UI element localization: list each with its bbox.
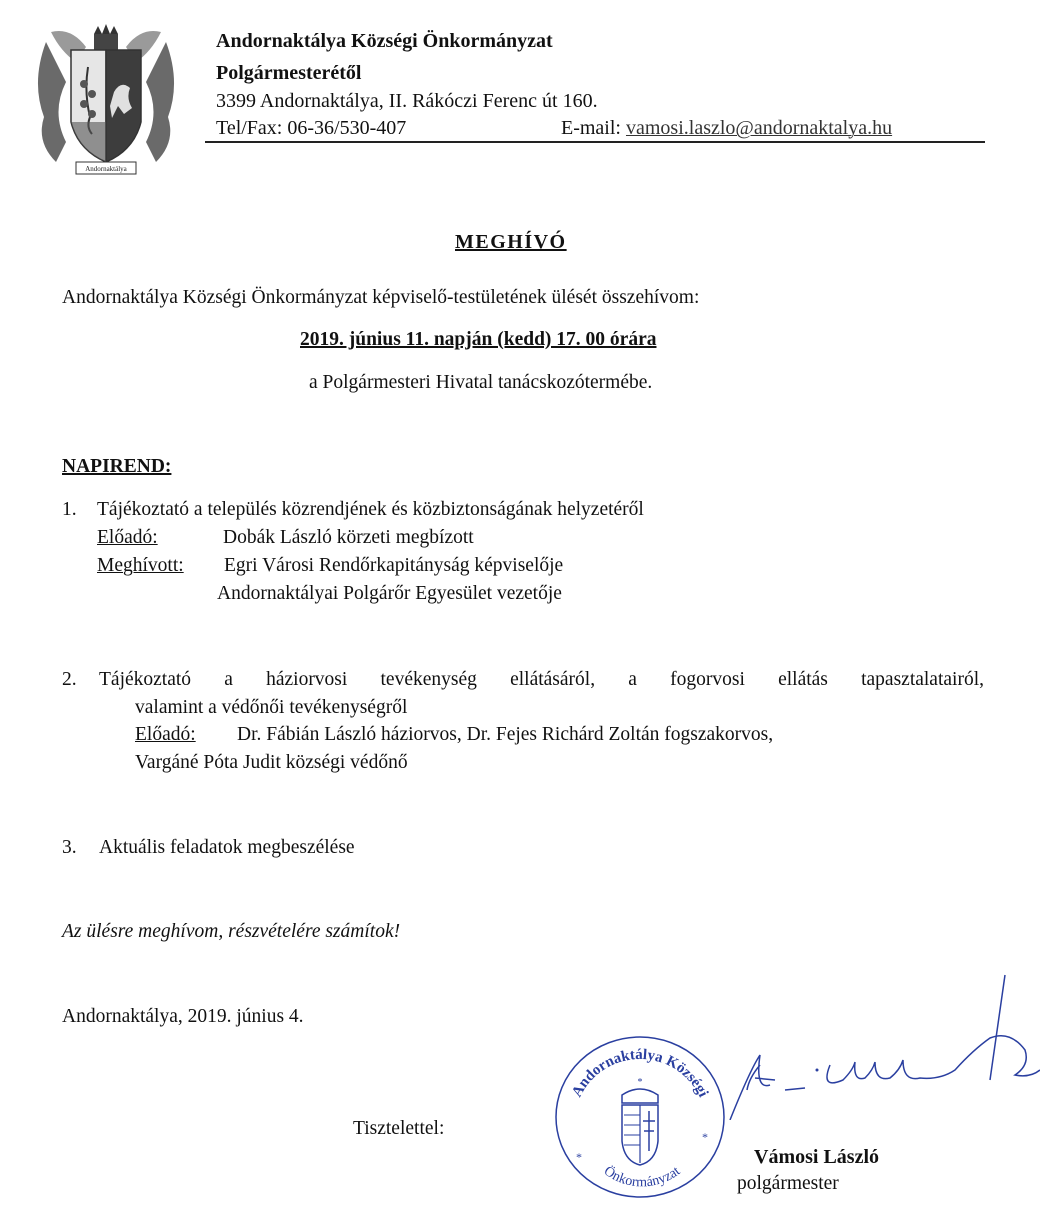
crest-label: Andornaktálya	[85, 165, 127, 173]
place-and-date: Andornaktálya, 2019. június 4.	[62, 1006, 304, 1027]
agenda-item-1-invited-label: Meghívott:	[97, 555, 184, 576]
official-stamp	[552, 1033, 728, 1201]
agenda-item-1-title: Tájékoztató a település közrendjének és közbiztonságának helyzetéről	[97, 499, 644, 520]
email-link[interactable]: vamosi.laszlo@andornaktalya.hu	[625, 117, 893, 139]
svg-text:*: *	[702, 1130, 708, 1144]
svg-text:Önkormányzat	[601, 1162, 683, 1190]
agenda-item-2-presenter-line2: Vargáné Póta Judit községi védőnő	[135, 752, 408, 773]
agenda-item-1-presenter-label: Előadó:	[97, 527, 158, 548]
svg-text:*: *	[637, 1077, 643, 1088]
svg-text:*: *	[576, 1150, 582, 1164]
org-subtitle: Polgármesterétől	[216, 62, 362, 84]
agenda-item-1-invited-2: Andornaktályai Polgárőr Egyesület vezetője	[217, 583, 562, 604]
svg-text:Andornaktálya Községi	[569, 1047, 711, 1100]
agenda-item-1-presenter: Dobák László körzeti megbízott	[223, 527, 474, 548]
closing-note: Az ülésre meghívom, részvételére számítok!	[62, 921, 401, 942]
signer-name: Vámosi László	[754, 1146, 879, 1168]
agenda-item-1-invited-1: Egri Városi Rendőrkapitányság képviselője	[224, 555, 564, 576]
stamp-top-text: Andornaktálya Községi	[569, 1046, 712, 1100]
intro-text: Andornaktálya Községi Önkormányzat képviselő-testületének ülését összehívom:	[62, 287, 700, 308]
agenda-item-2-title-line2: valamint a védőnői tevékenységről	[135, 697, 408, 718]
agenda-item-2-presenter-label: Előadó:	[135, 724, 196, 745]
email-label: E-mail:	[561, 117, 621, 139]
meeting-datetime: 2019. június 11. napján (kedd) 17. 00 órára	[300, 329, 657, 350]
hungarian-coat-of-arms-icon	[622, 1077, 658, 1165]
email-line	[561, 117, 892, 140]
agenda-item-3-title: Aktuális feladatok megbeszélése	[99, 837, 355, 858]
stamp-bottom-text: Önkormányzat	[600, 1163, 684, 1191]
telfax: Tel/Fax: 06-36/530-407	[216, 117, 407, 139]
header-divider	[205, 141, 985, 143]
document-title: MEGHÍVÓ	[455, 231, 567, 253]
org-name: Andornaktálya Községi Önkormányzat	[216, 30, 553, 52]
regards: Tisztelettel:	[353, 1118, 445, 1139]
agenda-heading: NAPIREND:	[62, 456, 172, 477]
agenda-item-3-number: 3.	[62, 837, 77, 858]
meeting-place: a Polgármesteri Hivatal tanácskozótermébe.	[309, 372, 653, 393]
handwritten-signature	[725, 970, 1040, 1120]
agenda-item-2-number: 2.	[62, 669, 77, 690]
agenda-item-2-title-line1: Tájékoztató a háziorvosi tevékenység ellátásáról, a fogorvosi ellátás tapasztalatairól,	[99, 669, 984, 690]
signer-title: polgármester	[737, 1173, 839, 1194]
agenda-item-1-number: 1.	[62, 499, 77, 520]
agenda-item-2-presenter-line1: Dr. Fábián László háziorvos, Dr. Fejes Richárd Zoltán fogszakorvos,	[237, 724, 774, 745]
coat-of-arms-logo	[26, 22, 186, 177]
address: 3399 Andornaktálya, II. Rákóczi Ferenc út 160.	[216, 90, 598, 112]
